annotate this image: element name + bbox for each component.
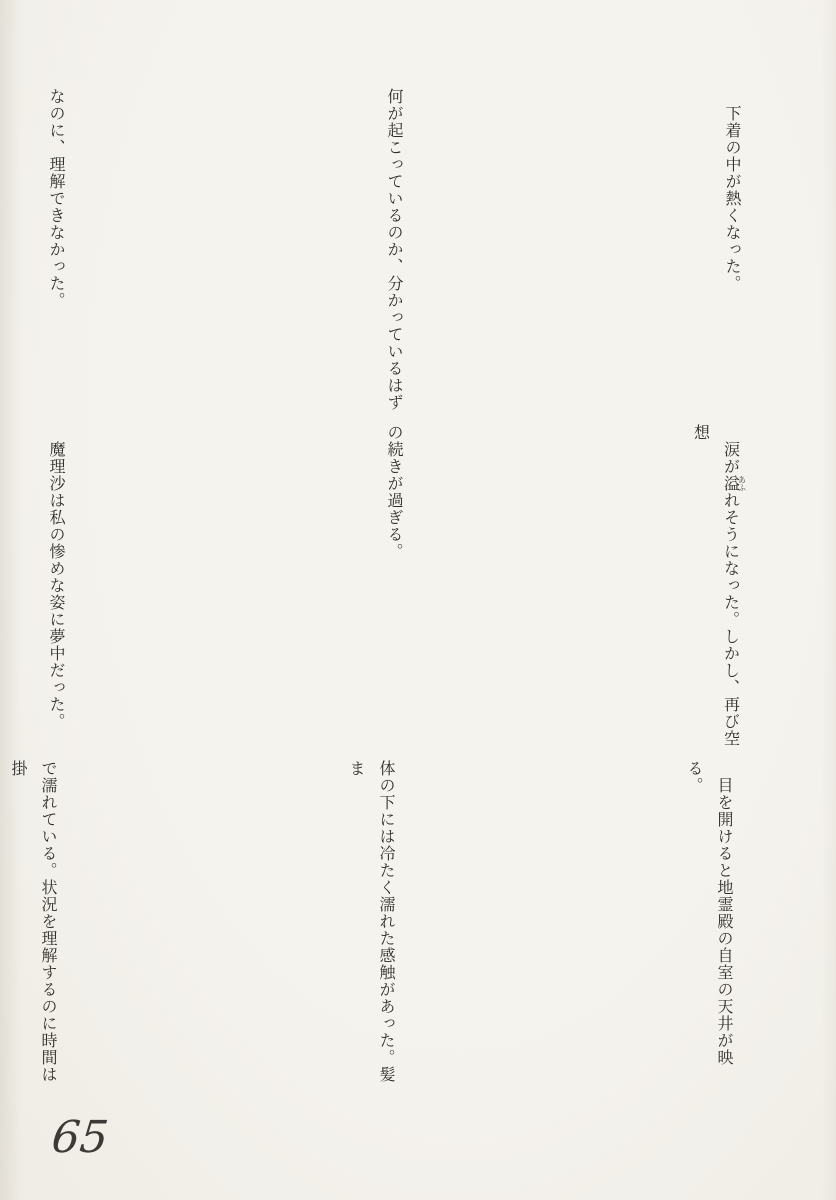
text-block-top (0, 88, 746, 426)
text-line: の続きが過ぎる。 (385, 424, 402, 560)
text-block-bottom (0, 760, 738, 1098)
text-line: なのに、理解できなかった。 (47, 88, 64, 309)
page-number: 65 (49, 1112, 111, 1163)
text-line: で濡れている。状況を理解するのに時間は掛 (9, 760, 56, 1083)
text-line: 体の下には冷たく濡れた感触があった。髪ま (347, 760, 394, 1083)
text-line: 涙が溢 あふれそうになった。しかし、再び空想 (691, 424, 747, 747)
text-line: 目を開けると地霊殿の自室の天井が映る。 (685, 760, 732, 1066)
text-line: 下着の中が熱くなった。 (723, 88, 740, 292)
text-block-middle (0, 424, 746, 762)
text-line: 何が起こっているのか、分かっているはず (385, 88, 402, 411)
text-line: 魔理沙は私の惨めな姿に夢中だった。 (47, 424, 64, 730)
